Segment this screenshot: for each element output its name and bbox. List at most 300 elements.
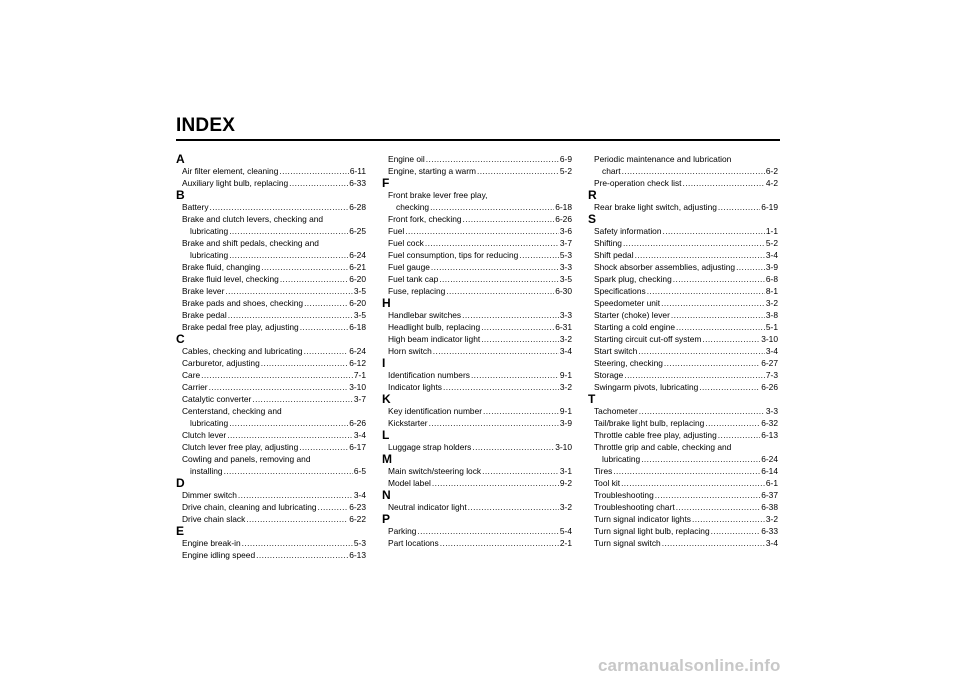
index-page-number: 3-4 [353,490,366,500]
dot-leader [676,501,761,513]
index-entry-text: Drive chain, cleaning and lubricating [182,502,317,512]
index-entry-text: Periodic maintenance and lubrication [594,154,732,164]
index-page-number: 3-10 [349,382,366,392]
dot-leader [671,309,765,321]
index-page-number: 6-20 [349,298,366,308]
dot-leader [662,537,765,549]
dot-leader [209,381,349,393]
index-entry [382,501,572,513]
index-letter-heading: H [382,296,391,310]
index-entry-text: Starting circuit cut-off system [594,334,702,344]
index-entry [588,309,778,321]
index-letter-heading: P [382,512,391,526]
index-entry [588,417,778,429]
index-entry [588,201,778,213]
index-page-number: 3-10 [555,442,572,452]
dot-leader [440,537,559,549]
index-page-number: 6-17 [349,442,366,452]
index-entry [176,417,366,429]
index-entry [176,381,366,393]
index-page-number: 6-2 [765,166,778,176]
index-entry-text: Fuel tank cap [388,274,439,284]
index-entry [176,357,366,369]
dot-leader [280,273,348,285]
index-page-number: 3-1 [559,466,572,476]
index-page-number: 3-4 [353,430,366,440]
dot-leader [238,489,353,501]
dot-leader [622,165,765,177]
dot-leader [252,393,353,405]
dot-leader [279,165,349,177]
index-entry-text: lubricating [190,418,229,428]
index-page-number: 6-33 [349,178,366,188]
index-entry-text: Centerstand, checking and [182,406,282,416]
dot-leader [261,261,348,273]
dot-leader [676,321,765,333]
index-page-number: 6-25 [349,226,366,236]
index-page-number: 3-2 [559,334,572,344]
dot-leader [443,381,559,393]
dot-leader [430,201,554,213]
dot-leader [481,321,554,333]
index-entry [176,465,366,477]
index-entry-text: Headlight bulb, replacing [388,322,481,332]
index-entry [588,261,778,273]
index-entry [588,465,778,477]
index-page-number: 6-32 [761,418,778,428]
dot-leader [471,369,559,381]
index-page-number: 7-3 [765,370,778,380]
index-entry [176,369,366,381]
index-entry [382,441,572,453]
index-entry-text: Brake pedal free play, adjusting [182,322,299,332]
index-page-number: 3-5 [559,274,572,284]
index-page-number: 5-3 [353,538,366,548]
dot-leader [482,465,559,477]
index-entry [176,165,366,177]
index-entry [176,225,366,237]
index-page-number: 2-1 [559,538,572,548]
index-entry-text: installing [190,466,223,476]
dot-leader [468,501,559,513]
dot-leader [433,345,559,357]
index-entry-text: Tires [594,466,613,476]
index-entry [176,393,366,405]
index-entry [382,417,572,429]
index-entry [588,273,778,285]
index-entry-text: Start switch [594,346,638,356]
dot-leader [699,381,760,393]
index-page-number: 6-13 [349,550,366,560]
index-page-number: 6-19 [761,202,778,212]
index-entry [176,321,366,333]
index-entry-text: chart [602,166,621,176]
index-page-number: 5-2 [765,238,778,248]
index-page-number: 3-7 [353,394,366,404]
index-entry-text: Storage [594,370,624,380]
index-page-number: 3-3 [765,406,778,416]
index-entry [176,345,366,357]
index-letter-heading: N [382,488,391,502]
index-entry-text: Fuel consumption, tips for reducing [388,250,519,260]
index-entry [382,345,572,357]
index-entry [588,237,778,249]
index-page-number: 3-5 [353,286,366,296]
index-page-number: 3-3 [559,262,572,272]
index-entry-text: Indicator lights [388,382,442,392]
dot-leader [462,309,559,321]
dot-leader [446,285,554,297]
page-title: INDEX [176,115,236,136]
dot-leader [711,525,761,537]
index-page-number: 6-14 [761,466,778,476]
index-page-number: 3-5 [353,310,366,320]
index-entry-text: Engine, starting a warm [388,166,476,176]
index-page-number: 6-33 [761,526,778,536]
index-page-number: 6-30 [555,286,572,296]
index-letter-heading: T [588,392,596,406]
index-column-2 [382,153,572,549]
index-page-number: 3-4 [559,346,572,356]
index-page-number: 6-23 [349,502,366,512]
index-entry-text: lubricating [190,226,229,236]
dot-leader [692,513,765,525]
dot-leader [256,549,348,561]
index-page-number: 6-24 [761,454,778,464]
index-page-number: 9-2 [559,478,572,488]
index-entry-text: Cowling and panels, removing and [182,454,311,464]
index-entry-text: Front brake lever free play, [388,190,488,200]
index-entry-text: Care [182,370,201,380]
index-entry [382,309,572,321]
index-page-number: 3-6 [559,226,572,236]
index-page-number: 3-4 [765,346,778,356]
index-entry-text: lubricating [190,250,229,260]
index-page-number: 3-3 [559,310,572,320]
index-page-number: 6-37 [761,490,778,500]
index-entry-text: Engine oil [388,154,425,164]
index-page-number: 5-4 [559,526,572,536]
index-letter-heading: I [382,356,386,370]
index-entry-text: Battery [182,202,209,212]
index-entry-text: Troubleshooting chart [594,502,675,512]
index-entry-text: Clutch lever [182,430,227,440]
index-entry [588,429,778,441]
index-entry [588,321,778,333]
index-page-number: 6-8 [765,274,778,284]
index-entry-text: Shock absorber assemblies, adjusting [594,262,736,272]
index-letter-heading: K [382,392,391,406]
index-page-number: 4-2 [765,178,778,188]
dot-leader [624,369,765,381]
index-entry [382,249,572,261]
index-entry-text: Steering, checking [594,358,663,368]
index-entry-text: Clutch lever free play, adjusting [182,442,299,452]
index-letter-heading: F [382,176,390,190]
index-entry-text: Tachometer [594,406,638,416]
index-entry-text: Speedometer unit [594,298,661,308]
index-entry [588,249,778,261]
index-page-number: 6-20 [349,274,366,284]
index-page-number: 3-9 [559,418,572,428]
index-entry-text: Fuel cock [388,238,424,248]
index-entry-text: Model label [388,478,431,488]
index-entry [382,225,572,237]
index-entry-text: Neutral indicator light [388,502,467,512]
index-entry [588,489,778,501]
index-entry-text: Kickstarter [388,418,428,428]
index-page-number: 6-24 [349,346,366,356]
index-page-number: 6-26 [555,214,572,224]
index-entry-text: Starter (choke) lever [594,310,670,320]
index-entry-text: Horn switch [388,346,432,356]
index-entry-text: Parking [388,526,417,536]
index-entry [382,213,572,225]
index-entry-text: Fuel gauge [388,262,430,272]
index-entry-text: Brake fluid level, checking [182,274,279,284]
index-entry-text: Brake lever [182,286,225,296]
index-page-number: 6-1 [765,478,778,488]
index-entry-text: Turn signal light bulb, replacing [594,526,710,536]
index-entry-text: Fuel [388,226,405,236]
dot-leader [289,177,348,189]
index-page-number: 6-28 [349,202,366,212]
index-entry-text: Main switch/steering lock [388,466,482,476]
index-entry [588,525,778,537]
index-entry [382,333,572,345]
dot-leader [228,309,353,321]
index-entry-text: Specifications [594,286,646,296]
dot-leader [641,453,760,465]
index-entry [382,153,572,165]
index-letter-heading: L [382,428,390,442]
index-page-number: 6-26 [349,418,366,428]
dot-leader [425,237,559,249]
index-entry-text: Luggage strap holders [388,442,472,452]
dot-leader [227,429,353,441]
index-entry [588,477,778,489]
index-page-number: 3-7 [559,238,572,248]
index-entry-text: Swingarm pivots, lubricating [594,382,699,392]
index-entry [176,261,366,273]
index-entry [176,513,366,525]
index-page-number: 6-9 [559,154,572,164]
dot-leader [229,249,348,261]
index-page-number: 6-13 [761,430,778,440]
dot-leader [304,345,349,357]
index-entry [176,249,366,261]
dot-leader [623,237,765,249]
index-page-number: 6-18 [555,202,572,212]
index-page-number: 3-4 [765,250,778,260]
index-entry [588,381,778,393]
index-letter-heading: R [588,188,597,202]
index-entry-text: Spark plug, checking [594,274,672,284]
index-entry [588,537,778,549]
dot-leader [224,465,353,477]
index-entry [588,165,778,177]
dot-leader [477,165,559,177]
watermark: carmanualsonline.info [598,656,781,675]
dot-leader [225,285,353,297]
dot-leader [405,225,559,237]
dot-leader [431,261,559,273]
index-page-number: 3-2 [559,502,572,512]
dot-leader [673,273,765,285]
index-entry-text: Troubleshooting [594,490,654,500]
index-entry-text: Identification numbers [388,370,470,380]
index-entry-text: Carrier [182,382,208,392]
dot-leader [483,405,559,417]
index-page-number: 6-31 [555,322,572,332]
index-page-number: 6-38 [761,502,778,512]
index-page-number: 6-5 [353,466,366,476]
index-entry-text: Throttle cable free play, adjusting [594,430,717,440]
dot-leader [463,213,555,225]
index-entry [588,225,778,237]
index-entry [176,273,366,285]
index-entry [382,405,572,417]
index-page-number: 6-27 [761,358,778,368]
dot-leader [432,477,559,489]
index-page-number: 9-1 [559,370,572,380]
index-entry-text: Tool kit [594,478,621,488]
index-column-1 [176,153,366,561]
index-letter-heading: M [382,452,392,466]
index-letter-heading: D [176,476,185,490]
index-entry [588,333,778,345]
index-entry-text: Auxiliary light bulb, replacing [182,178,289,188]
index-entry-text: Cables, checking and lubricating [182,346,303,356]
index-entry [176,297,366,309]
index-entry-text: Turn signal switch [594,538,661,548]
index-entry [176,309,366,321]
index-entry [382,465,572,477]
dot-leader [481,333,559,345]
index-page-number: 3-8 [765,310,778,320]
index-letter-heading: S [588,212,597,226]
index-entry-text: Turn signal indicator lights [594,514,691,524]
dot-leader [655,489,760,501]
index-entry-text: Safety information [594,226,662,236]
index-page-number: 3-9 [765,262,778,272]
dot-leader [705,417,760,429]
index-entry-text: Carburetor, adjusting [182,358,260,368]
dot-leader [661,297,765,309]
index-page-number: 6-24 [349,250,366,260]
index-entry-text: Dimmer switch [182,490,237,500]
index-entry [588,513,778,525]
dot-leader [318,501,349,513]
index-entry-text: High beam indicator light [388,334,481,344]
dot-leader [417,525,558,537]
index-entry [176,489,366,501]
index-letter-heading: A [176,152,185,166]
index-page-number: 6-12 [349,358,366,368]
index-entry [382,321,572,333]
index-page-number: 3-2 [765,298,778,308]
index-entry-text: Brake and clutch levers, checking and [182,214,324,224]
index-entry [176,501,366,513]
index-entry-text: Brake fluid, changing [182,262,261,272]
index-entry [588,345,778,357]
index-page-number: 6-22 [349,514,366,524]
index-entry-text: Tail/brake light bulb, replacing [594,418,705,428]
dot-leader [300,321,349,333]
index-page-number: 5-3 [559,250,572,260]
dot-leader [718,429,760,441]
index-page-number: 5-1 [765,322,778,332]
dot-leader [304,297,348,309]
index-entry-text: Part locations [388,538,439,548]
index-entry [382,201,572,213]
dot-leader [664,357,760,369]
index-page-number: 3-4 [765,538,778,548]
index-entry [176,537,366,549]
index-entry-text: Air filter element, cleaning [182,166,279,176]
dot-leader [242,537,353,549]
index-page-number: 5-2 [559,166,572,176]
index-page-number: 6-18 [349,322,366,332]
dot-leader [246,513,348,525]
index-entry [588,357,778,369]
index-entry [382,525,572,537]
dot-leader [718,201,760,213]
index-page-number: 7-1 [353,370,366,380]
dot-leader [261,357,348,369]
index-entry-text: Shift pedal [594,250,634,260]
dot-leader [426,153,559,165]
title-rule [176,139,780,141]
dot-leader [439,273,559,285]
index-entry [176,429,366,441]
index-entry-text: Fuse, replacing [388,286,446,296]
index-entry-text: Starting a cold engine [594,322,676,332]
index-entry [588,501,778,513]
dot-leader [638,345,765,357]
index-letter-heading: C [176,332,185,346]
dot-leader [201,369,353,381]
index-entry-text: lubricating [602,454,641,464]
index-entry [176,549,366,561]
index-entry-text: Brake pads and shoes, checking [182,298,304,308]
index-page-number: 6-21 [349,262,366,272]
index-entry [176,201,366,213]
index-entry [176,177,366,189]
dot-leader [635,249,765,261]
index-entry-text: Front fork, checking [388,214,462,224]
index-entry-text: Engine break-in [182,538,241,548]
dot-leader [683,177,765,189]
index-entry-text: checking [396,202,430,212]
index-entry [382,261,572,273]
index-entry-text: Brake pedal [182,310,227,320]
index-entry [588,453,778,465]
index-entry-text: Drive chain slack [182,514,246,524]
dot-leader [736,261,765,273]
dot-leader [663,225,765,237]
dot-leader [702,333,760,345]
index-entry [588,285,778,297]
index-entry [588,297,778,309]
index-entry [382,285,572,297]
index-entry-text: Key identification number [388,406,483,416]
index-entry-text: Shifting [594,238,622,248]
index-entry [382,273,572,285]
dot-leader [299,441,348,453]
index-entry-text: Engine idling speed [182,550,256,560]
dot-leader [621,477,765,489]
